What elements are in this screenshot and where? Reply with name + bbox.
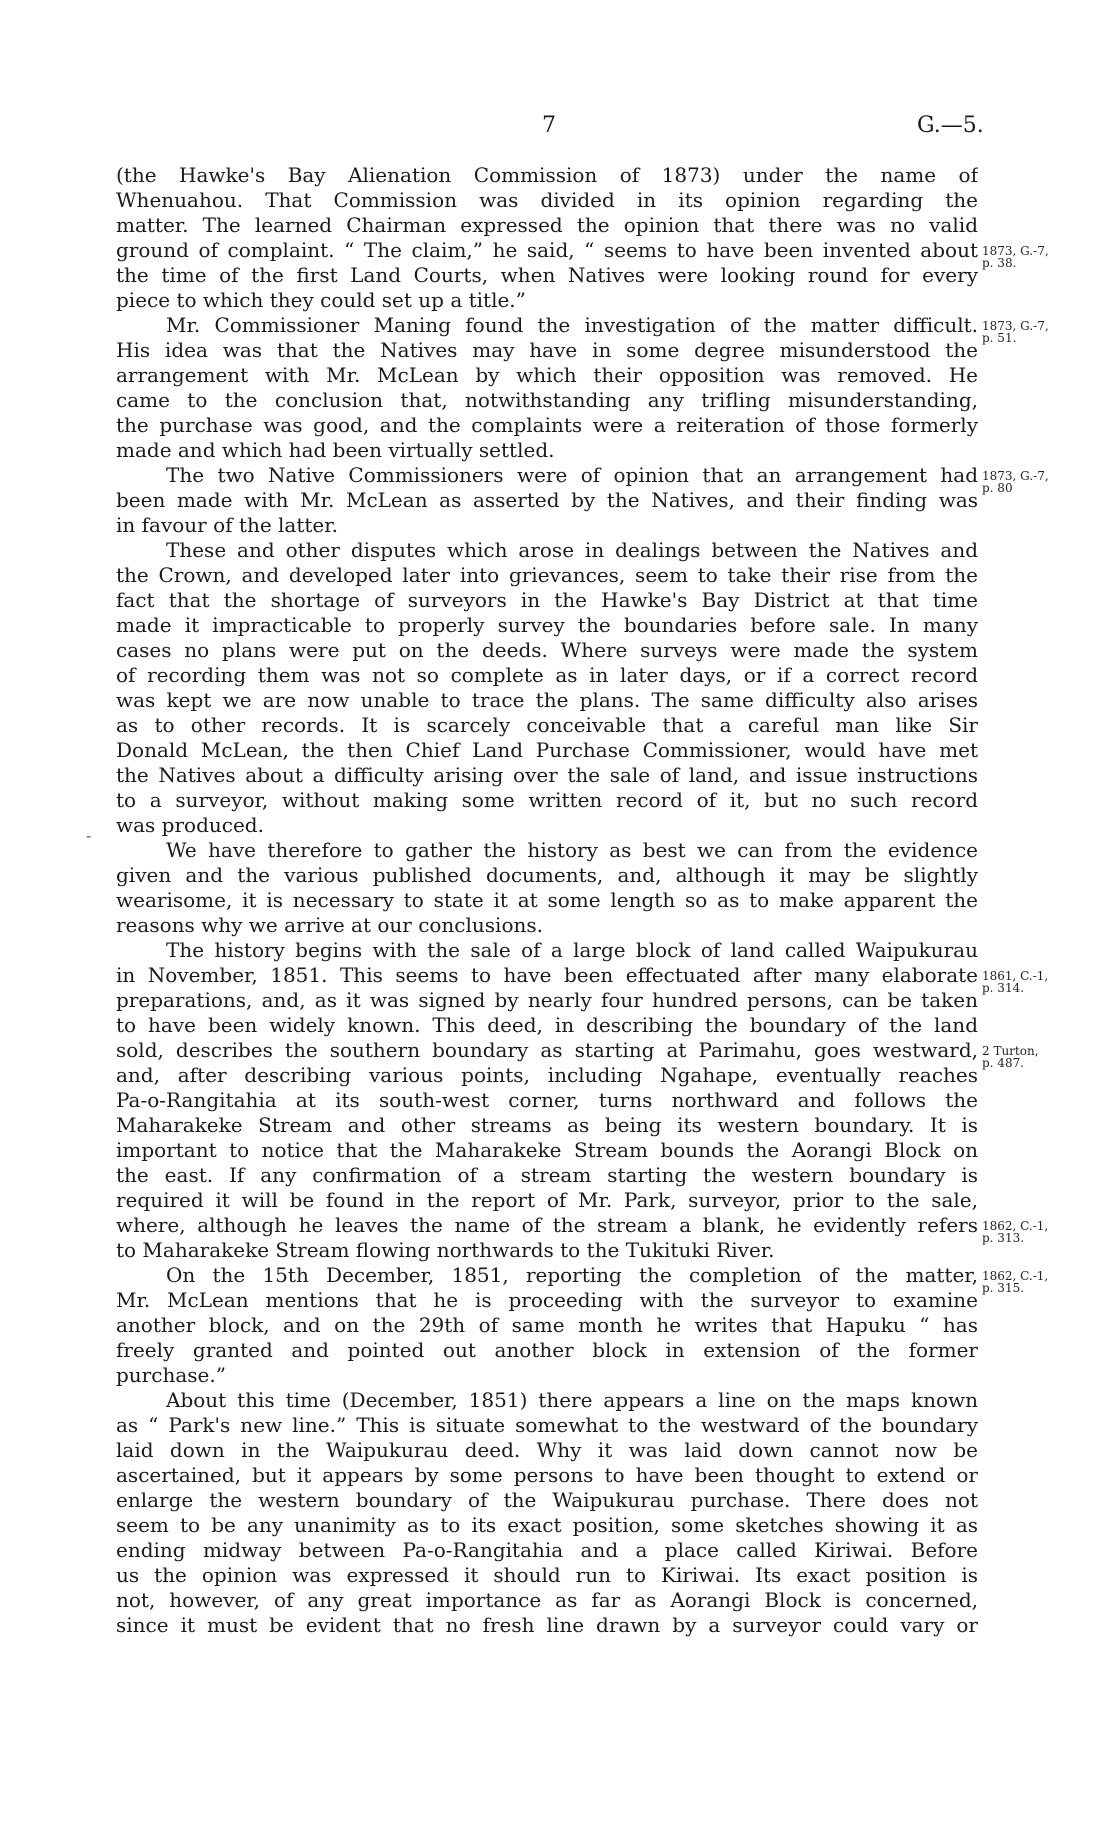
margin-note [982, 1045, 1110, 1069]
margin-note-source: 1873, G.-7, [982, 319, 1049, 333]
body-text [116, 163, 978, 1638]
text-line: since it must be evident that no fresh line drawn by a surveyor could vary or [116, 1613, 978, 1637]
margin-note [982, 1270, 1110, 1294]
text-line: ending midway between Pa-o-Rangitahia and a place called Kiriwai. Before [116, 1538, 978, 1562]
text-line: laid down in the Waipukurau deed. Why it was laid down cannot now be [116, 1438, 978, 1462]
text-line: These and other disputes which arose in dealings between the Natives and [166, 538, 978, 562]
text-line: of recording them was not so complete as in later days, or if a correct record [116, 663, 978, 687]
text-line: not, however, of any great importance as far as Aorangi Block is concerned, [116, 1588, 978, 1612]
margin-note-page: p. 51. [982, 331, 1017, 345]
text-line: Maharakeke Stream and other streams as being its western boundary. It is [116, 1113, 978, 1137]
margin-note-source: 1862, C.-1, [982, 1269, 1049, 1283]
text-line: in November, 1851. This seems to have been effectuated after many elaborate [116, 963, 978, 987]
text-line: purchase.” [116, 1363, 226, 1387]
text-line: was kept we are now unable to trace the plans. The same difficulty also arises [116, 688, 978, 712]
text-line: cases no plans were put on the deeds. Where surveys were made the system [116, 638, 978, 662]
text-line: The history begins with the sale of a large block of land called Waipukurau [166, 938, 978, 962]
margin-note-page: p. 315. [982, 1281, 1025, 1295]
text-line: On the 15th December, 1851, reporting the completion of the matter, [166, 1263, 978, 1287]
text-line: to a surveyor, without making some written record of it, but no such record [116, 788, 978, 812]
margin-note-source: 1873, G.-7, [982, 469, 1049, 483]
text-line: in favour of the latter. [116, 513, 338, 537]
text-line: The two Native Commissioners were of opinion that an arrangement had [166, 463, 978, 487]
text-line: Whenuahou. That Commission was divided in its opinion regarding the [116, 188, 978, 212]
margin-note-source: 1861, C.-1, [982, 969, 1049, 983]
text-line: to have been widely known. This deed, in describing the boundary of the land [116, 1013, 978, 1037]
text-line: piece to which they could set up a title.” [116, 288, 526, 312]
text-line: ground of complaint. “ The claim,” he said, “ seems to have been invented about [116, 238, 978, 262]
text-line: Donald McLean, the then Chief Land Purchase Commissioner, would have met [116, 738, 978, 762]
margin-note [982, 245, 1110, 269]
margin-dash-mark: - [86, 826, 92, 845]
margin-note-source: 1862, C.-1, [982, 1219, 1049, 1233]
text-line: wearisome, it is necessary to state it at some length so as to make apparent the [116, 888, 978, 912]
text-line: enlarge the western boundary of the Waipukurau purchase. There does not [116, 1488, 978, 1512]
text-line: given and the various published documents, and, although it may be slightly [116, 863, 978, 887]
margin-note-page: p. 80 [982, 481, 1013, 495]
text-line: made and which had been virtually settled. [116, 438, 555, 462]
text-line: been made with Mr. McLean as asserted by the Natives, and their finding was [116, 488, 978, 512]
text-line: and, after describing various points, including Ngahape, eventually reaches [116, 1063, 978, 1087]
text-line: reasons why we arrive at our conclusions. [116, 913, 543, 937]
text-line: as to other records. It is scarcely conceivable that a careful man like Sir [116, 713, 978, 737]
text-line: the east. If any confirmation of a stream starting the western boundary is [116, 1163, 978, 1187]
text-line: us the opinion was expressed it should run to Kiriwai. Its exact position is [116, 1563, 978, 1587]
text-line: was produced. [116, 813, 264, 837]
margin-note-page: p. 38. [982, 256, 1017, 270]
text-line: came to the conclusion that, notwithstanding any trifling misunderstanding, [116, 388, 978, 412]
text-line: Mr. Commissioner Maning found the investigation of the matter difficult. [166, 313, 978, 337]
text-line: the Natives about a difficulty arising over the sale of land, and issue instructions [116, 763, 978, 787]
text-line: required it will be found in the report of Mr. Park, surveyor, prior to the sale, [116, 1188, 978, 1212]
margin-note [982, 320, 1110, 344]
text-line: the time of the first Land Courts, when Natives were looking round for every [116, 263, 978, 287]
margin-note-page: p. 314. [982, 981, 1025, 995]
text-line: preparations, and, as it was signed by nearly four hundred persons, can be taken [116, 988, 978, 1012]
text-line: arrangement with Mr. McLean by which their opposition was removed. He [116, 363, 978, 387]
margin-note-source: 1873, G.-7, [982, 244, 1049, 258]
margin-note-source: 2 Turton, [982, 1044, 1039, 1058]
text-line: We have therefore to gather the history as best we can from the evidence [166, 838, 978, 862]
margin-note-page: p. 313. [982, 1231, 1025, 1245]
margin-note [982, 470, 1110, 494]
text-line: His idea was that the Natives may have in some degree misunderstood the [116, 338, 978, 362]
margin-note-page: p. 487. [982, 1056, 1025, 1070]
text-line: Mr. McLean mentions that he is proceeding with the surveyor to examine [116, 1288, 978, 1312]
text-line: to Maharakeke Stream flowing northwards to the Tukituki River. [116, 1238, 775, 1262]
margin-note [982, 970, 1110, 994]
text-line: freely granted and pointed out another block in extension of the former [116, 1338, 978, 1362]
text-line: sold, describes the southern boundary as starting at Parimahu, goes westward, [116, 1038, 978, 1062]
text-line: another block, and on the 29th of same month he writes that Hapuku “ has [116, 1313, 978, 1337]
text-line: fact that the shortage of surveyors in the Hawke's Bay District at that time [116, 588, 978, 612]
text-line: Pa-o-Rangitahia at its south-west corner, turns northward and follows the [116, 1088, 978, 1112]
text-line: (the Hawke's Bay Alienation Commission of 1873) under the name of [116, 163, 978, 187]
text-line: where, although he leaves the name of the stream a blank, he evidently refers [116, 1213, 978, 1237]
page-number: 7 [542, 113, 556, 138]
margin-note [982, 1220, 1110, 1244]
text-line: the Crown, and developed later into grievances, seem to take their rise from the [116, 563, 978, 587]
text-line: ascertained, but it appears by some persons to have been thought to extend or [116, 1463, 978, 1487]
text-line: made it impracticable to properly survey the boundaries before sale. In many [116, 613, 978, 637]
text-line: matter. The learned Chairman expressed the opinion that there was no valid [116, 213, 978, 237]
text-line: important to notice that the Maharakeke Stream bounds the Aorangi Block on [116, 1138, 978, 1162]
document-reference: G.—5. [917, 113, 984, 138]
text-line: the purchase was good, and the complaints were a reiteration of those formerly [116, 413, 978, 437]
text-line: About this time (December, 1851) there appears a line on the maps known [166, 1388, 978, 1412]
text-line: seem to be any unanimity as to its exact position, some sketches showing it as [116, 1513, 978, 1537]
text-line: as “ Park's new line.” This is situate somewhat to the westward of the boundary [116, 1413, 978, 1437]
